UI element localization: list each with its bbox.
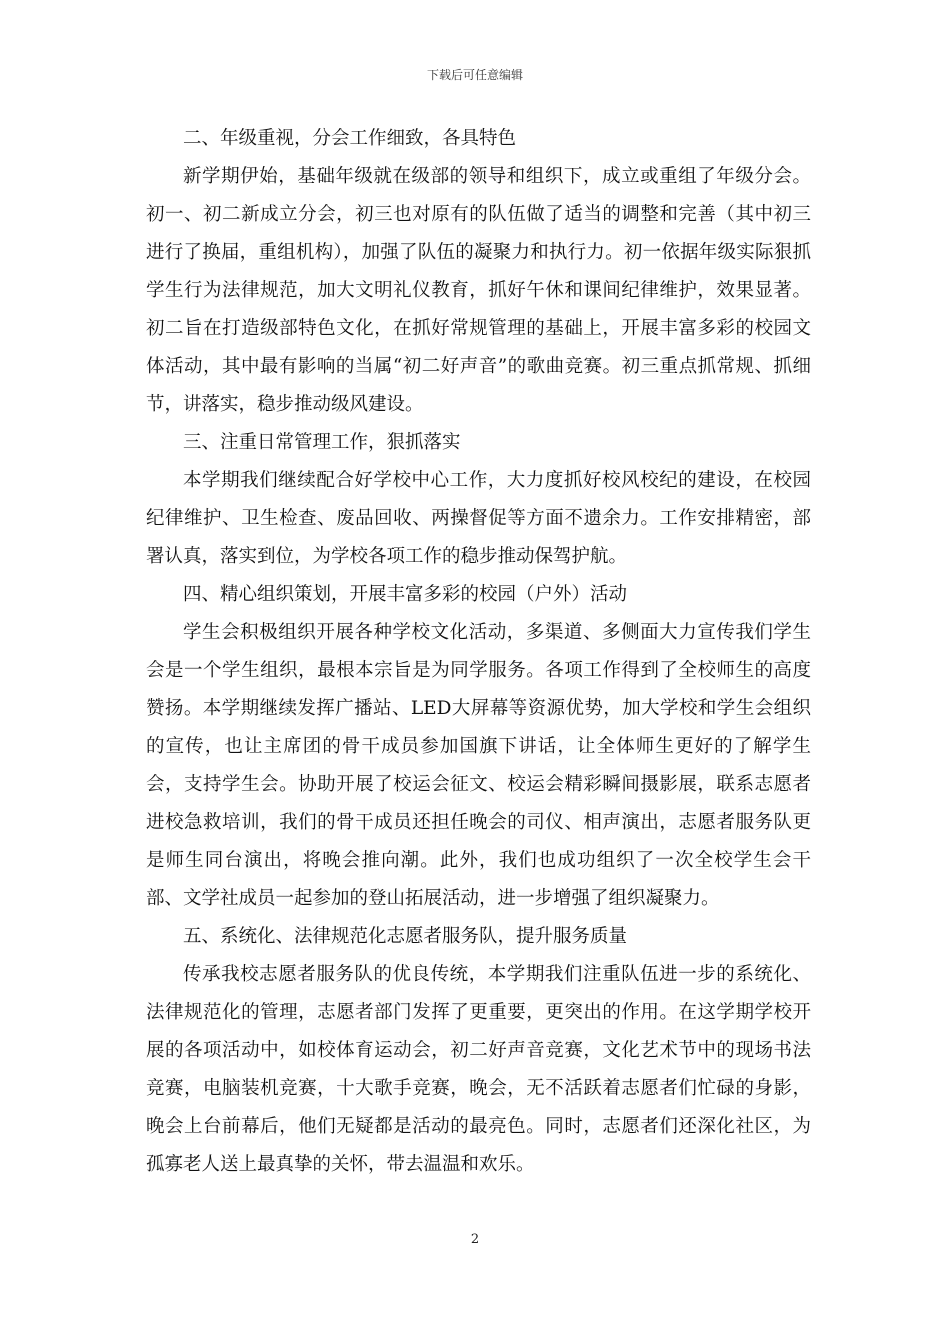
section-body-4: 学生会积极组织开展各种学校文化活动，多渠道、多侧面大力宣传我们学生会是一个学生组织，最根本宗旨是为同学服务。各项工作得到了全校师生的高度赞扬。本学期继续发挥广播站、LED大屏幕等资源优势，加大学校和学生会组织的宣传，也让主席团的骨干成员参加国旗下讲话，让全体师生更好的了解学生会，支持学生会。协助开展了校运会征文、校运会精彩瞬间摄影展，联系志愿者进校急救培训，我们的骨干成员还担任晚会的司仪、相声演出，志愿者服务队更是师生同台演出，将晚会推向潮。此外，我们也成功组织了一次全校学生会干部、文学社成员一起参加的登山拓展活动，进一步增强了组织凝聚力。 (146, 622, 811, 909)
section-heading-3: 三、注重日常管理工作，狠抓落实 (183, 432, 461, 453)
section-body-5: 传承我校志愿者服务队的优良传统，本学期我们注重队伍进一步的系统化、法律规范化的管理，志愿者部门发挥了更重要，更突出的作用。在这学期学校开展的各项活动中，如校体育运动会，初二好声音竞赛，文化艺术节中的现场书法竞赛，电脑装机竞赛，十大歌手竞赛，晚会，无不活跃着志愿者们忙碌的身影，晚会上台前幕后，他们无疑都是活动的最亮色。同时，志愿者们还深化社区，为孤寡老人送上最真挚的关怀，带去温温和欢乐。 (146, 964, 811, 1175)
section-body-2: 新学期伊始，基础年级就在级部的领导和组织下，成立或重组了年级分会。初一、初二新成立分会，初三也对原有的队伍做了适当的调整和完善（其中初三进行了换届，重组机构），加强了队伍的凝聚力和执行力。初一依据年级实际狠抓学生行为法律规范，加大文明礼仪教育，抓好午休和课间纪律维护，效果显著。初二旨在打造级部特色文化，在抓好常规管理的基础上，开展丰富多彩的校园文体活动，其中最有影响的当属“初二好声音”的歌曲竞赛。初三重点抓常规、抓细节，讲落实，稳步推动级风建设。 (146, 166, 811, 415)
page-header: 下载后可任意编辑 (426, 68, 523, 82)
document-body (146, 120, 811, 1184)
section-heading-2: 二、年级重视，分会工作细致，各具特色 (183, 128, 517, 149)
section-heading-5: 五、系统化、法律规范化志愿者服务队，提升服务质量 (183, 926, 628, 947)
page-number: 2 (470, 1232, 480, 1247)
section-heading-4: 四、精心组织策划，开展丰富多彩的校园（户外）活动 (183, 584, 628, 605)
section-body-3: 本学期我们继续配合好学校中心工作，大力度抓好校风校纪的建设，在校园纪律维护、卫生检查、废品回收、两操督促等方面不遗余力。工作安排精密，部署认真，落实到位，为学校各项工作的稳步推动保驾护航。 (146, 470, 811, 567)
